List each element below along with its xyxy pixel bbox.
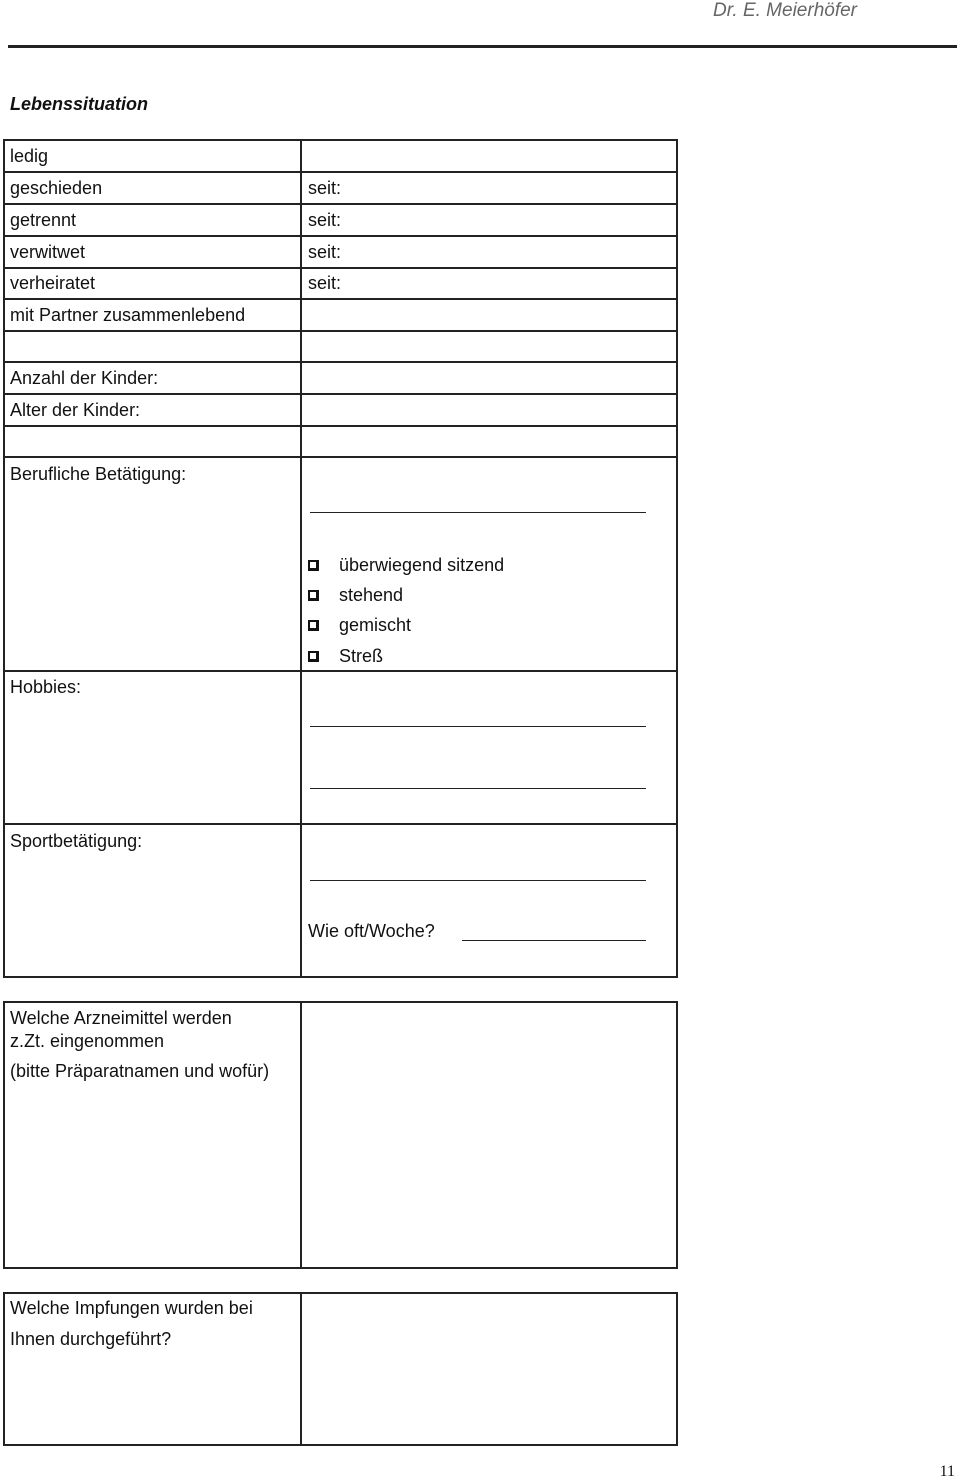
- option-standing[interactable]: stehend: [308, 585, 403, 606]
- row-divider: [3, 267, 678, 269]
- status-ledig: ledig: [10, 146, 49, 166]
- job-label: Berufliche Betätigung:: [10, 464, 187, 484]
- since-field[interactable]: seit:: [308, 178, 342, 198]
- frequency-input-line[interactable]: [462, 940, 646, 941]
- since-field[interactable]: seit:: [308, 210, 342, 230]
- medication-hint: (bitte Präparatnamen und wofür): [10, 1061, 270, 1081]
- author-header: Dr. E. Meierhöfer: [713, 0, 857, 21]
- row-divider: [3, 203, 678, 205]
- children-age-label: Alter der Kinder:: [10, 400, 141, 420]
- checkbox[interactable]: [308, 620, 319, 631]
- row-divider: [3, 171, 678, 173]
- status-geschieden: geschieden: [10, 178, 103, 198]
- row-divider: [3, 298, 678, 300]
- option-mixed[interactable]: gemischt: [308, 615, 411, 636]
- row-divider: [3, 456, 678, 458]
- checkbox[interactable]: [308, 560, 319, 571]
- hobbies-input-line[interactable]: [310, 726, 646, 727]
- medication-question: Welche Arzneimittel werden: [10, 1008, 232, 1028]
- sport-input-line[interactable]: [310, 880, 646, 881]
- option-sitting[interactable]: überwiegend sitzend: [308, 555, 504, 576]
- option-stress[interactable]: Streß: [308, 646, 383, 667]
- frequency-label: Wie oft/Woche?: [308, 921, 435, 941]
- row-divider: [3, 235, 678, 237]
- checkbox[interactable]: [308, 590, 319, 601]
- hobbies-label: Hobbies:: [10, 677, 82, 697]
- sport-label: Sportbetätigung:: [10, 831, 143, 851]
- status-verwitwet: verwitwet: [10, 242, 86, 262]
- row-divider: [3, 425, 678, 427]
- column-divider: [300, 1001, 302, 1269]
- status-partner: mit Partner zusammenlebend: [10, 305, 246, 325]
- row-divider: [3, 361, 678, 363]
- header-rule: [8, 45, 957, 48]
- row-divider: [3, 823, 678, 825]
- column-divider: [300, 139, 302, 978]
- status-verheiratet: verheiratet: [10, 273, 96, 293]
- children-count-label: Anzahl der Kinder:: [10, 368, 159, 388]
- row-divider: [3, 670, 678, 672]
- since-field[interactable]: seit:: [308, 242, 342, 262]
- hobbies-input-line[interactable]: [310, 788, 646, 789]
- row-divider: [3, 330, 678, 332]
- medication-question: z.Zt. eingenommen: [10, 1031, 165, 1051]
- row-divider: [3, 393, 678, 395]
- vaccination-question: Ihnen durchgeführt?: [10, 1329, 172, 1349]
- column-divider: [300, 1292, 302, 1446]
- page-number: 11: [939, 1463, 955, 1480]
- checkbox[interactable]: [308, 651, 319, 662]
- job-input-line[interactable]: [310, 512, 646, 513]
- status-getrennt: getrennt: [10, 210, 77, 230]
- since-field[interactable]: seit:: [308, 273, 342, 293]
- vaccination-question: Welche Impfungen wurden bei: [10, 1298, 253, 1318]
- section-title: Lebenssituation: [10, 94, 149, 114]
